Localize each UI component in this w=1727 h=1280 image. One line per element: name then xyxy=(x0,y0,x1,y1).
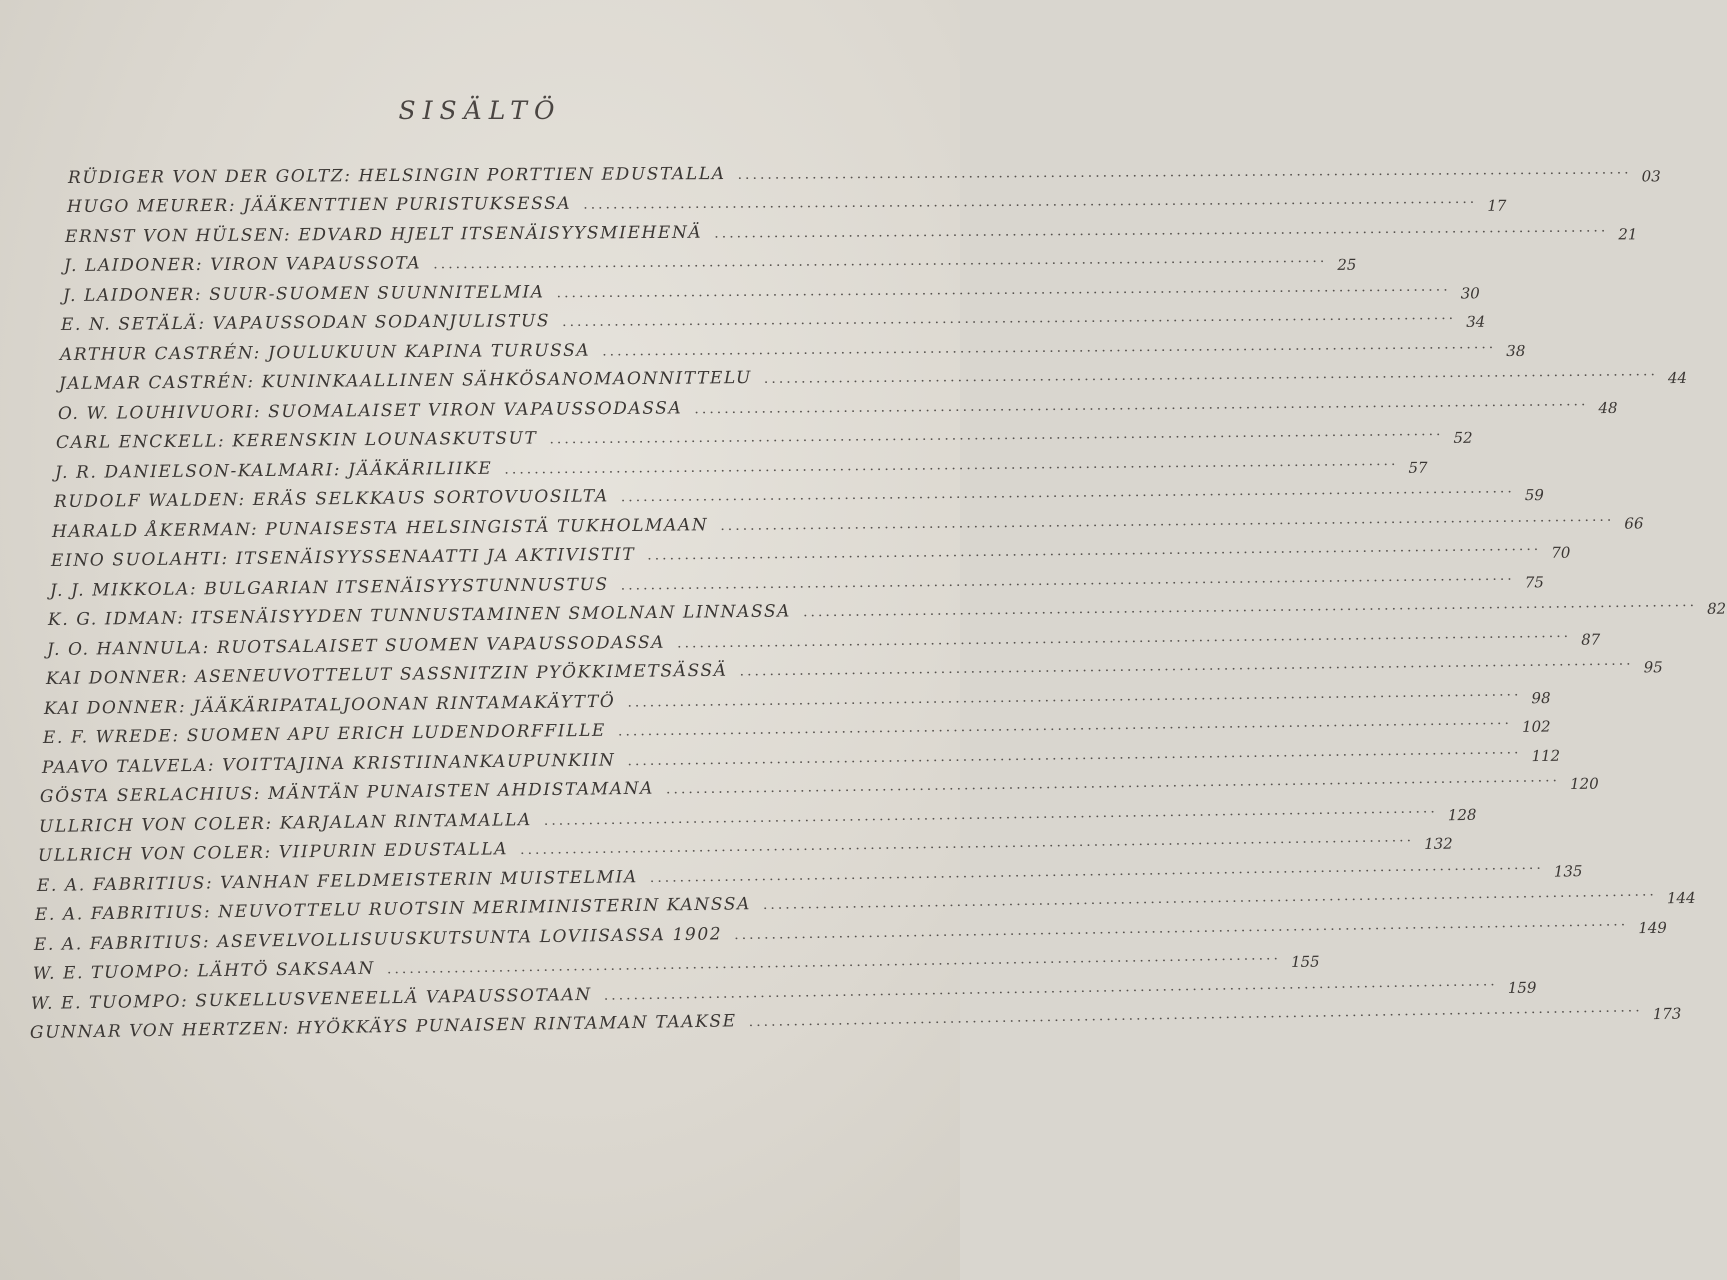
toc-entry-page-number: 17 xyxy=(1486,197,1507,216)
toc-entry-text xyxy=(59,368,752,394)
toc-entry-text xyxy=(49,575,608,601)
toc-entry-text xyxy=(55,459,493,483)
toc-entry-author: J. LAIDONER xyxy=(63,255,196,277)
toc-entry-separator: : xyxy=(282,1018,298,1040)
toc-entry-title: HYÖKKÄYS PUNAISEN RINTAMAN TAAKSE xyxy=(296,1011,737,1039)
toc-entry-title: VANHAN FELDMEISTERIN MUISTELMIA xyxy=(219,867,638,894)
toc-entry-author: CARL ENCKELL xyxy=(56,431,219,454)
toc-entry xyxy=(61,307,1486,341)
toc-entry-title: SUUR-SUOMEN SUUNNITELMIA xyxy=(208,282,545,305)
toc-entry-title: SUOMALAISET VIRON VAPAUSSODASSA xyxy=(267,398,682,423)
toc-entry-separator: : xyxy=(284,225,299,246)
toc-entry-page-number: 144 xyxy=(1667,889,1696,908)
toc-entry-text xyxy=(42,750,616,778)
toc-entry-title: PUNAISESTA HELSINGISTÄ TUKHOLMAAN xyxy=(265,515,709,540)
toc-entry-page-number: 128 xyxy=(1447,805,1477,825)
toc-entry-author: O. W. LOUHIVUORI xyxy=(57,402,254,424)
toc-entry-author: GUNNAR VON HERTZEN xyxy=(29,1019,283,1044)
toc-entry-separator: : xyxy=(203,902,219,923)
toc-entry-text xyxy=(47,633,665,660)
toc-entry-leader-dots: ........................................................................................................................ xyxy=(549,423,1444,448)
toc-entry-title: VOITTAJINA KRISTIINANKAUPUNKIIN xyxy=(221,750,616,776)
toc-entry-leader-dots: ........................................................................................................................ xyxy=(620,480,1515,506)
toc-entry-author: GÖSTA SERLACHIUS xyxy=(40,784,255,808)
toc-entry-leader-dots: ........................................................................................................................ xyxy=(504,452,1399,478)
toc-entry-text xyxy=(48,602,791,631)
toc-entry-separator: : xyxy=(333,460,349,481)
toc-entry-leader-dots: ........................................................................................................................ xyxy=(803,594,1698,621)
toc-entry-leader-dots: ........................................................................................................................ xyxy=(543,800,1439,829)
toc-entry-separator: : xyxy=(172,726,188,747)
toc-entry-leader-dots: ........................................................................................................................ xyxy=(739,652,1634,680)
toc-entry-title: VIIPURIN EDUSTALLA xyxy=(278,839,509,863)
toc-entry-text xyxy=(57,398,682,424)
toc-entry xyxy=(60,336,1526,371)
toc-entry-title: SUOMEN APU ERICH LUDENDORFFILLE xyxy=(186,721,607,747)
toc-entry-title: BULGARIAN ITSENÄISYYSTUNNUSTUS xyxy=(203,574,609,600)
toc-entry xyxy=(53,480,1544,518)
toc-entry-page-number: 132 xyxy=(1423,835,1453,854)
toc-entry-text xyxy=(60,341,590,365)
toc-entry-separator: : xyxy=(202,637,218,659)
toc-entry-title: NEUVOTTELU RUOTSIN MERIMINISTERIN KANSSA xyxy=(218,894,752,923)
toc-entry-author: W. E. TUOMPO xyxy=(31,991,182,1014)
toc-entry-leader-dots: ........................................................................................................................ xyxy=(714,219,1609,242)
toc-entry-leader-dots: ........................................................................................................................ xyxy=(386,947,1281,978)
toc-entry-page-number: 149 xyxy=(1638,918,1667,938)
toc-entry-separator: : xyxy=(205,873,220,894)
toc-entry-leader-dots: ........................................................................................................................ xyxy=(519,829,1415,859)
toc-entry-title: VAPAUSSODAN SODANJULISTUS xyxy=(213,311,551,335)
toc-entry-page-number: 66 xyxy=(1624,514,1644,533)
toc-entry-author: J. O. HANNULA xyxy=(46,638,203,660)
toc-entry-leader-dots: ........................................................................................................................ xyxy=(620,567,1515,594)
toc-entry xyxy=(66,191,1507,223)
toc-entry-title: ASENEUVOTTELUT SASSNITZIN PYÖKKIMETSÄSSÄ xyxy=(194,661,728,688)
toc-entry-page-number: 03 xyxy=(1641,167,1661,186)
toc-entry xyxy=(65,219,1638,253)
toc-entry-author: RUDOLF WALDEN xyxy=(53,490,239,513)
toc-entry-separator: : xyxy=(251,519,266,540)
toc-entry-leader-dots: ........................................................................................................................ xyxy=(562,307,1457,331)
toc-entry-page-number: 135 xyxy=(1553,862,1583,881)
toc-entry xyxy=(56,423,1473,460)
toc-entry-leader-dots: ........................................................................................................................ xyxy=(627,741,1522,770)
toc-entry xyxy=(57,393,1618,430)
toc-entry-leader-dots: ........................................................................................................................ xyxy=(627,683,1522,711)
toc-entry-title: SUKELLUSVENEELLÄ VAPAUSSOTAAN xyxy=(195,984,593,1012)
toc-entry-page-number: 34 xyxy=(1466,313,1486,332)
toc-entry-page-number: 30 xyxy=(1460,284,1480,303)
toc-entry-author: ULLRICH VON COLER xyxy=(37,843,265,867)
toc-entry-title: HELSINGIN PORTTIEN EDUSTALLA xyxy=(358,163,726,187)
toc-entry-page-number: 21 xyxy=(1618,225,1638,244)
toc-entry-author: E. A. FABRITIUS xyxy=(36,873,206,896)
toc-entry-separator: : xyxy=(253,402,268,423)
toc-entry-author: EINO SUOLAHTI xyxy=(50,549,222,572)
toc-entry-title: JÄÄKENTTIEN PURISTUKSESSA xyxy=(242,194,571,217)
toc-entry-page-number: 75 xyxy=(1524,573,1544,592)
toc-entry xyxy=(58,363,1687,400)
toc-entry-text xyxy=(36,867,637,896)
page-title: SISÄLTÖ xyxy=(398,96,562,125)
toc-entry-page-number: 173 xyxy=(1652,1005,1682,1024)
toc-entry-page-number: 52 xyxy=(1453,429,1473,448)
toc-entry-page-number: 95 xyxy=(1643,658,1663,677)
toc-entry-separator: : xyxy=(194,284,209,305)
toc-entry-author: J. LAIDONER xyxy=(62,284,195,306)
toc-entry-author: E. N. SETÄLÄ xyxy=(61,314,199,336)
toc-entry-page-number: 82 xyxy=(1707,600,1727,619)
toc-entry-separator: : xyxy=(180,667,196,688)
toc-entry-separator: : xyxy=(264,842,279,864)
toc-entry-text xyxy=(68,164,726,188)
toc-entry-page-number: 98 xyxy=(1531,688,1552,708)
toc-entry-page-number: 48 xyxy=(1597,398,1618,418)
toc-entry-author: JALMAR CASTRÉN xyxy=(58,372,248,395)
toc-entry-page-number: 57 xyxy=(1408,458,1428,477)
toc-entry-separator: : xyxy=(218,431,233,452)
toc-entry-separator: : xyxy=(228,196,243,217)
toc-entry-page-number: 38 xyxy=(1506,341,1526,361)
toc-entry-text xyxy=(31,985,592,1014)
toc-entry-author: E. A. FABRITIUS xyxy=(35,902,205,926)
toc-entry-leader-dots: ........................................................................................................................ xyxy=(647,538,1542,565)
toc-entry-separator: : xyxy=(182,961,198,983)
toc-entry xyxy=(67,161,1661,194)
toc-entry-separator: : xyxy=(202,932,218,953)
toc-entry-text xyxy=(56,429,538,454)
toc-entry-leader-dots: ........................................................................................................................ xyxy=(763,363,1658,388)
toc-entry-title: ITSENÄISYYSSENAATTI JA AKTIVISTIT xyxy=(235,545,636,570)
toc-entry-text xyxy=(43,721,606,748)
toc-entry-separator: : xyxy=(207,755,223,776)
toc-entry-leader-dots: ........................................................................................................................ xyxy=(617,712,1513,740)
toc-entry-page-number: 120 xyxy=(1570,775,1600,794)
toc-entry-author: KAI DONNER xyxy=(44,697,180,719)
toc-entry-leader-dots: ........................................................................................................................ xyxy=(556,278,1451,302)
toc-entry-author: PAAVO TALVELA xyxy=(41,755,208,778)
toc-entry-text xyxy=(44,692,616,719)
toc-entry-title: ASEVELVOLLISUUSKUTSUNTA LOVIISASSA 1902 xyxy=(216,924,723,953)
toc-entry-text xyxy=(46,661,728,689)
toc-entry-text xyxy=(40,779,654,807)
toc-entry-separator: : xyxy=(247,372,262,393)
toc-entry-page-number: 87 xyxy=(1581,630,1601,649)
toc-entry-title: ITSENÄISYYDEN TUNNUSTAMINEN SMOLNAN LINNASSA xyxy=(191,601,792,629)
toc-entry-author: HUGO MEURER xyxy=(66,196,229,218)
toc-entry-title: JÄÄKÄRIPATALJOONAN RINTAMAKÄYTTÖ xyxy=(193,691,616,718)
toc-entry-author: W. E. TUOMPO xyxy=(32,962,183,985)
toc-entry-separator: : xyxy=(344,166,359,187)
toc-entry-title: RUOTSALAISET SUOMEN VAPAUSSODASSA xyxy=(216,632,666,658)
toc-entry-author: J. J. MIKKOLA xyxy=(49,579,190,601)
toc-entry-page-number: 25 xyxy=(1337,256,1357,275)
toc-entry-leader-dots: ........................................................................................................................ xyxy=(763,883,1658,914)
toc-entry-separator: : xyxy=(237,490,253,511)
toc-entry-author: K. G. IDMAN xyxy=(48,608,178,631)
toc-entry-text xyxy=(63,282,545,306)
toc-entry-text xyxy=(65,223,702,247)
toc-entry-separator: : xyxy=(181,991,196,1012)
toc-entry-text xyxy=(52,515,709,542)
toc-entry-text xyxy=(32,959,374,984)
toc-entry-text xyxy=(67,194,571,217)
toc-entry-leader-dots: ........................................................................................................................ xyxy=(433,250,1328,273)
toc-entry-page-number: 159 xyxy=(1507,978,1537,997)
toc-entry-title: KERENSKIN LOUNASKUTSUT xyxy=(232,428,538,452)
toc-entry-separator: : xyxy=(179,697,194,718)
toc-entry-author: ERNST VON HÜLSEN xyxy=(65,225,285,247)
toc-entry-page-number: 59 xyxy=(1524,486,1544,505)
toc-entry-page-number: 44 xyxy=(1667,369,1687,388)
toc-entry-separator: : xyxy=(254,784,269,805)
toc-entry-title: KUNINKAALLINEN SÄHKÖSANOMAONNITTELU xyxy=(261,368,752,393)
toc-entry-leader-dots: ........................................................................................................................ xyxy=(666,769,1561,798)
toc-entry xyxy=(62,278,1480,312)
toc-entry-separator: : xyxy=(177,608,192,629)
toc-entry-page-number: 155 xyxy=(1290,953,1320,972)
toc-entry xyxy=(54,452,1428,489)
toc-entry-page-number: 70 xyxy=(1551,544,1571,563)
toc-entry-page-number: 102 xyxy=(1521,717,1551,737)
toc-entry-leader-dots: ........................................................................................................................ xyxy=(720,508,1615,534)
toc-entry-leader-dots: ........................................................................................................................ xyxy=(734,913,1629,944)
toc-entry-title: ERÄS SELKKAUS SORTOVUOSILTA xyxy=(252,486,609,511)
toc-entry-leader-dots: ........................................................................................................................ xyxy=(603,973,1499,1004)
toc-entry-separator: : xyxy=(221,549,236,570)
toc-entry-text xyxy=(38,840,508,867)
toc-entry-author: ARTHUR CASTRÉN xyxy=(60,343,254,365)
toc-entry-author: J. R. DANIELSON-KALMARI xyxy=(54,460,334,483)
toc-entry-text xyxy=(53,487,608,513)
toc-entry-text xyxy=(39,810,532,837)
toc-entry-separator: : xyxy=(189,579,205,600)
toc-entry-title: KARJALAN RINTAMALLA xyxy=(279,809,533,834)
toc-entry-page-number: 112 xyxy=(1531,746,1561,766)
toc-entry-title: VIRON VAPAUSSOTA xyxy=(210,253,422,276)
toc-entry-separator: : xyxy=(198,314,214,335)
toc-entry-author: RÜDIGER VON DER GOLTZ xyxy=(67,166,345,188)
toc-entry-title: MÄNTÄN PUNAISTEN AHDISTAMANA xyxy=(268,779,655,805)
toc-entry xyxy=(63,250,1357,283)
toc-entry-leader-dots: ........................................................................................................................ xyxy=(693,393,1588,418)
toc-entry-title: JÄÄKÄRILIIKE xyxy=(347,458,493,481)
toc-entry-author: KAI DONNER xyxy=(45,667,181,690)
toc-entry-title: LÄHTÖ SAKSAAN xyxy=(196,958,375,982)
toc-entry-author: ULLRICH VON COLER xyxy=(38,813,266,837)
toc-entry-title: EDVARD HJELT ITSENÄISYYSMIEHENÄ xyxy=(298,222,703,246)
toc-entry-separator: : xyxy=(265,813,281,834)
toc-entry-title: JOULUKUUN KAPINA TURUSSA xyxy=(267,340,591,364)
toc-entry-leader-dots: ........................................................................................................................ xyxy=(582,191,1477,214)
toc-entry-leader-dots: ........................................................................................................................ xyxy=(677,624,1572,652)
toc-entry-author: HARALD ÅKERMAN xyxy=(52,519,252,542)
toc-entry-text xyxy=(51,545,635,571)
toc-entry-leader-dots: ........................................................................................................................ xyxy=(602,336,1497,360)
toc-entry-leader-dots: ........................................................................................................................ xyxy=(649,856,1544,886)
toc-entry-text xyxy=(64,254,421,277)
toc-entry-leader-dots: ........................................................................................................................ xyxy=(748,999,1643,1031)
toc-entry-separator: : xyxy=(253,343,269,364)
toc-entry-separator: : xyxy=(195,255,211,276)
toc-entry-author: E. F. WREDE xyxy=(42,726,173,749)
toc-entry-text xyxy=(61,312,550,336)
toc-entry-author: E. A. FABRITIUS xyxy=(33,932,203,955)
toc-entry-leader-dots: ........................................................................................................................ xyxy=(737,161,1632,183)
